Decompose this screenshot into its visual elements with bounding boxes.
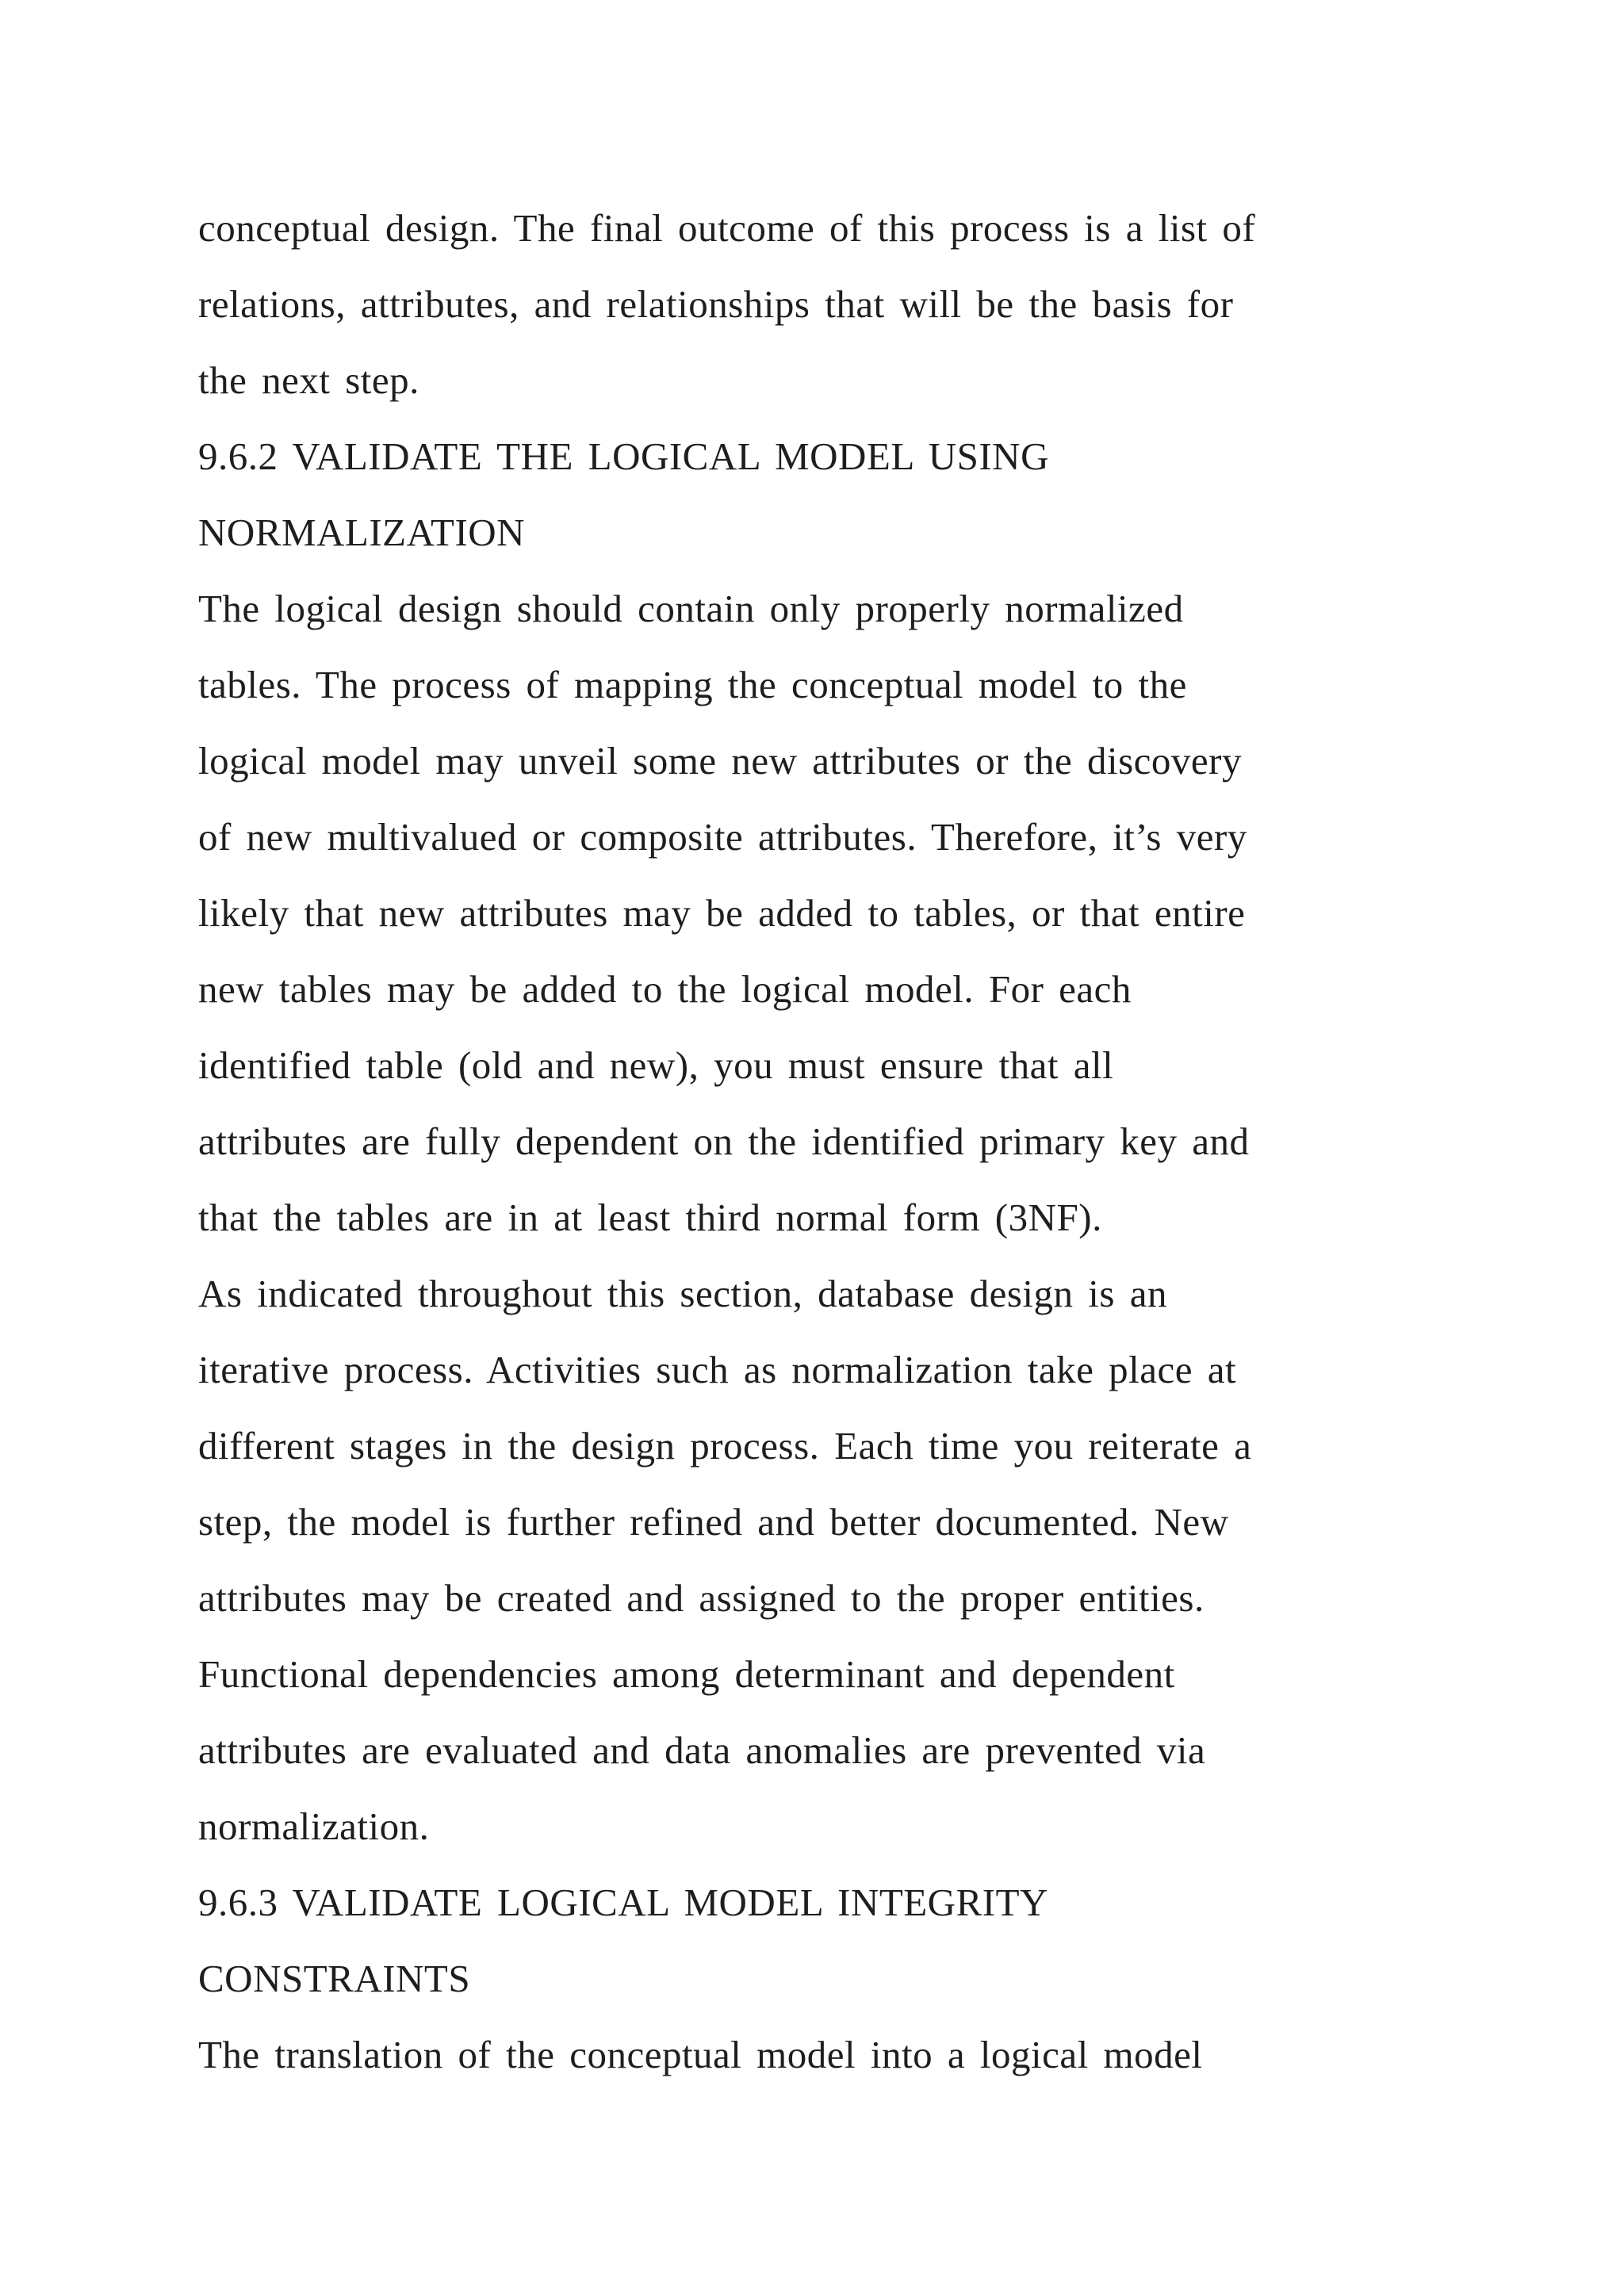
text-line-17: different stages in the design process. Each time you reiterate a: [198, 1424, 1252, 1468]
text-line-13: attributes are fully dependent on the identified primary key and: [198, 1119, 1250, 1163]
text-line-2: relations, attributes, and relationships that will be the basis for: [198, 282, 1234, 326]
text-line-21: attributes are evaluated and data anomalies are prevented via: [198, 1728, 1206, 1772]
text-line-6: The logical design should contain only properly normalized: [198, 587, 1184, 630]
section-heading-9-6-3-line-1: 9.6.3 VALIDATE LOGICAL MODEL INTEGRITY: [198, 1881, 1048, 1924]
text-line-10: likely that new attributes may be added to tables, or that entire: [198, 891, 1246, 935]
text-line-11: new tables may be added to the logical model. For each: [198, 967, 1132, 1011]
text-line-8: logical model may unveil some new attributes or the discovery: [198, 739, 1242, 783]
text-line-12: identified table (old and new), you must ensure that all: [198, 1043, 1114, 1087]
text-line-20: Functional dependencies among determinant and dependent: [198, 1652, 1175, 1696]
text-line-3: the next step.: [198, 358, 419, 402]
text-line-14: that the tables are in at least third normal form (3NF).: [198, 1196, 1102, 1239]
text-line-18: step, the model is further refined and better documented. New: [198, 1500, 1229, 1544]
text-line-9: of new multivalued or composite attributes. Therefore, it’s very: [198, 815, 1247, 859]
text-line-15: As indicated throughout this section, database design is an: [198, 1272, 1167, 1315]
section-heading-9-6-2-line-2: NORMALIZATION: [198, 511, 526, 554]
text-line-19: attributes may be created and assigned to the proper entities.: [198, 1576, 1205, 1620]
section-heading-9-6-2-line-1: 9.6.2 VALIDATE THE LOGICAL MODEL USING: [198, 434, 1049, 478]
text-line-22: normalization.: [198, 1804, 430, 1848]
document-page: [198, 190, 1435, 2093]
text-line-25: The translation of the conceptual model into a logical model: [198, 2033, 1203, 2076]
text-line-1: conceptual design. The final outcome of this process is a list of: [198, 206, 1256, 250]
section-heading-9-6-3-line-2: CONSTRAINTS: [198, 1957, 471, 2000]
text-line-7: tables. The process of mapping the conceptual model to the: [198, 663, 1187, 706]
text-line-16: iterative process. Activities such as normalization take place at: [198, 1348, 1237, 1391]
